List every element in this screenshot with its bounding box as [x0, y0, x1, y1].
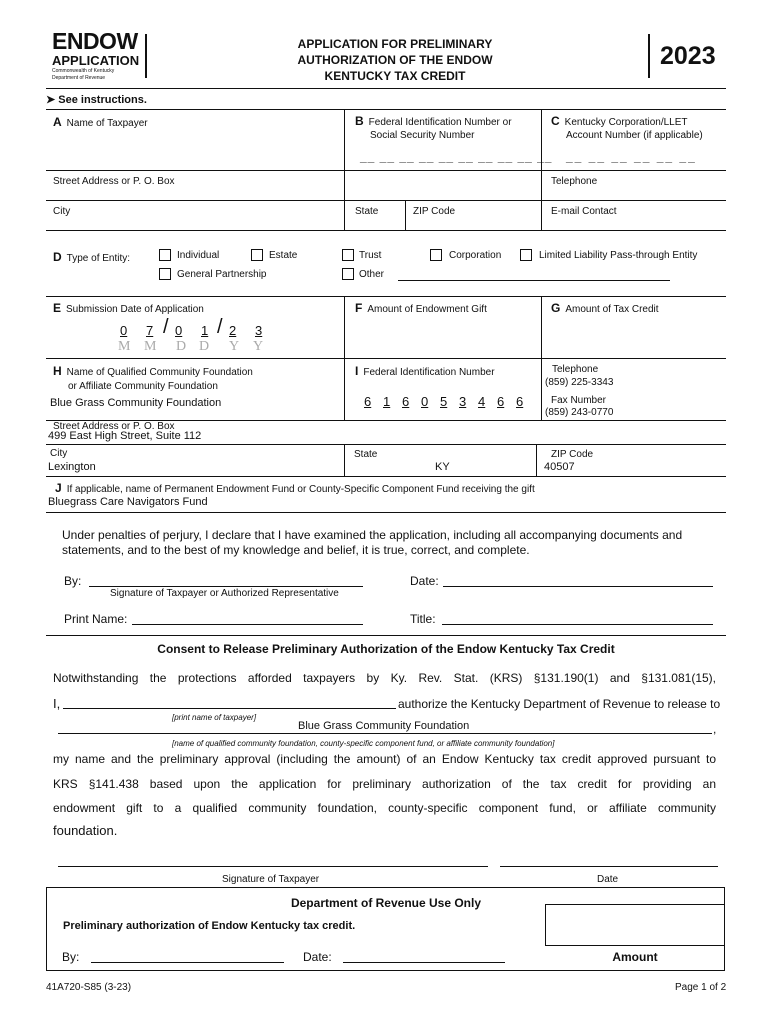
consent-comma: ,	[713, 722, 717, 736]
letter-i: I	[355, 364, 359, 378]
state-field[interactable]: State	[355, 206, 379, 217]
field-a-name-of-taxpayer[interactable]	[53, 115, 148, 129]
ghost-y2: Y	[253, 339, 265, 354]
fein-digit-6: 3	[459, 394, 467, 409]
dor-by-label: By:	[62, 950, 80, 964]
logo-main: ENDOW	[52, 28, 138, 54]
foundation-street-value[interactable]: 499 East High Street, Suite 112	[48, 430, 202, 442]
street-address-field[interactable]: Street Address or P. O. Box	[53, 176, 175, 187]
date-digit-6: 3	[255, 323, 263, 338]
form-title-line3: KENTUCKY TAX CREDIT	[324, 69, 466, 83]
label-c1: Kentucky Corporation/LLET	[564, 117, 688, 128]
col-g-divider	[541, 296, 542, 358]
fund-name-value[interactable]: Bluegrass Care Navigators Fund	[48, 496, 208, 508]
entity-type-label	[53, 250, 130, 264]
field-g-label	[551, 301, 659, 315]
foundation-state-label: State	[354, 449, 378, 460]
consent-print-name-caption: [print name of taxpayer]	[172, 713, 257, 722]
perjury-line2: statements, and to the best of my knowledge and belief, it is true, correct, and complete.	[62, 543, 530, 557]
see-instructions: ➤ See instructions.	[46, 94, 147, 106]
row-rule-perjury	[46, 512, 726, 513]
row-rule-entity	[46, 230, 726, 231]
consent-foundation-value[interactable]: Blue Grass Community Foundation	[298, 720, 470, 732]
dor-prelim-text: Preliminary authorization of Endow Kentucky tax credit.	[63, 920, 356, 932]
fein-digit-4: 0	[421, 394, 429, 409]
form-title	[270, 36, 520, 84]
foundation-zip-label: ZIP Code	[551, 449, 594, 460]
foundation-name-value[interactable]: Blue Grass Community Foundation	[50, 397, 222, 409]
checkbox-estate[interactable]	[251, 249, 263, 261]
label-llp: Limited Liability Pass-through Entity	[539, 250, 698, 261]
foundation-fax-label: Fax Number	[551, 395, 607, 406]
logo-sub: APPLICATION	[52, 53, 140, 68]
foundation-zip-value[interactable]: 40507	[544, 461, 575, 473]
field-h-label	[53, 364, 253, 394]
label-individual: Individual	[177, 250, 220, 261]
consent-line3: my name and the preliminary approval (including the amount) of an Endow Kentucky tax credit approved pursuant to	[53, 752, 716, 766]
consent-authorize-text: authorize the Kentucky Department of Revenue to release to	[398, 697, 721, 711]
title-label: Title:	[410, 612, 436, 626]
label-i: Federal Identification Number	[363, 367, 495, 378]
label-h1: Name of Qualified Community Foundation	[66, 367, 253, 378]
dor-date-line[interactable]	[343, 962, 505, 963]
label-other: Other	[359, 269, 385, 280]
label-f: Amount of Endowment Gift	[367, 304, 487, 315]
email-field[interactable]: E-mail Contact	[551, 206, 617, 217]
letter-e: E	[53, 301, 62, 315]
field-e-label	[53, 301, 204, 315]
label-j: If applicable, name of Permanent Endowment Fund or County-Specific Component Fund receiving the gift	[66, 484, 535, 495]
title-line[interactable]	[442, 624, 713, 625]
consent-signature-line[interactable]	[58, 866, 488, 867]
state2-divider	[344, 444, 345, 476]
letter-b: B	[355, 114, 364, 128]
label-b1: Federal Identification Number or	[368, 117, 512, 128]
perjury-signature-caption: Signature of Taxpayer or Authorized Representative	[110, 588, 339, 599]
print-name-line[interactable]	[132, 624, 363, 625]
consent-line5: endowment gift to a qualified community foundation, county-specific component fund, or affiliate community	[53, 801, 716, 815]
field-f-label	[355, 301, 487, 315]
perjury-by-label: By:	[64, 574, 82, 588]
perjury-date-label: Date:	[410, 574, 439, 588]
fein-digit-9: 6	[516, 394, 524, 409]
label-estate: Estate	[269, 250, 298, 261]
city-field[interactable]: City	[53, 206, 71, 217]
row-rule-h	[46, 358, 726, 359]
field-c-account-label	[551, 115, 703, 142]
form-year: 2023	[660, 42, 716, 70]
checkbox-individual[interactable]	[159, 249, 171, 261]
page-number: Page 1 of 2	[675, 982, 727, 993]
account-input-blanks[interactable]: __ __ __ __ __ __	[566, 150, 697, 164]
consent-line1: Notwithstanding the protections afforded taxpayers by Ky. Rev. Stat. (KRS) §131.190(1) and §131.081(15),	[53, 671, 716, 685]
label-c2: Account Number (if applicable)	[566, 130, 703, 141]
checkbox-llp[interactable]	[520, 249, 532, 261]
foundation-street-label: Street Address or P. O. Box	[53, 421, 175, 432]
foundation-telephone-label: Telephone	[552, 364, 599, 375]
checkbox-general-partnership[interactable]	[159, 268, 171, 280]
telephone-field[interactable]: Telephone	[551, 176, 598, 187]
label-b2: Social Security Number	[370, 130, 475, 141]
dor-amount-label: Amount	[612, 950, 658, 964]
row-rule-street	[46, 170, 726, 171]
foundation-city-value[interactable]: Lexington	[48, 461, 96, 473]
dor-heading: Department of Revenue Use Only	[290, 896, 482, 910]
label-a: Name of Taxpayer	[66, 118, 148, 129]
logo-divider	[145, 34, 147, 78]
other-input-line[interactable]	[398, 280, 670, 281]
date-digit-2: 7	[146, 323, 154, 338]
dor-by-line[interactable]	[91, 962, 284, 963]
ghost-d2: D	[199, 339, 211, 354]
date-digit-5: 2	[229, 323, 237, 338]
fein-digit-1: 6	[364, 394, 372, 409]
fein-input-blanks[interactable]: __ __ __ __ __ __ __ __ __ __	[360, 150, 553, 164]
label-g: Amount of Tax Credit	[565, 304, 659, 315]
col-tel-divider	[541, 358, 542, 420]
perjury-date-line[interactable]	[443, 586, 713, 587]
field-i-label	[355, 364, 495, 378]
ghost-y1: Y	[229, 339, 241, 354]
date-digit-3: 0	[175, 323, 183, 338]
logo-commonwealth: Commonwealth of Kentucky	[52, 68, 115, 74]
letter-j: J	[55, 481, 62, 495]
date-slash-2: /	[217, 316, 223, 338]
consent-heading: Consent to Release Preliminary Authorization of the Endow Kentucky Tax Credit	[157, 642, 615, 656]
consent-signature-caption: Signature of Taxpayer	[222, 874, 320, 885]
consent-date-line[interactable]	[500, 866, 718, 867]
header-rule	[46, 88, 726, 89]
consent-i-prefix: I,	[53, 696, 61, 711]
col-f-divider	[344, 296, 345, 358]
row-rule-consent	[46, 635, 726, 636]
ghost-m1: M	[118, 339, 132, 354]
label-general-partnership: General Partnership	[177, 269, 267, 280]
section1-top-rule	[46, 109, 726, 110]
foundation-city-label: City	[50, 448, 68, 459]
section2-top-rule	[46, 296, 726, 297]
fein-digit-7: 4	[478, 394, 486, 409]
ghost-m2: M	[144, 339, 158, 354]
label-e: Submission Date of Application	[66, 304, 204, 315]
label-trust: Trust	[359, 250, 382, 261]
fein-digit-2: 1	[383, 394, 391, 409]
consent-foundation-caption: [name of qualified community foundation, county-specific component fund, or affiliate community foundation]	[172, 739, 555, 748]
year-divider	[648, 34, 650, 78]
fein-digit-5: 5	[440, 394, 448, 409]
form-title-line1: APPLICATION FOR PRELIMINARY	[297, 37, 493, 51]
consent-foundation-line[interactable]	[58, 733, 712, 734]
checkbox-corporation[interactable]	[430, 249, 442, 261]
consent-line4: KRS §141.438 based upon the application for preliminary authorization of the tax credit for providing an	[53, 777, 716, 791]
form-number: 41A720-S85 (3-23)	[46, 982, 132, 993]
consent-taxpayer-name-line[interactable]	[63, 708, 396, 709]
row-rule-j	[46, 476, 726, 477]
checkbox-other[interactable]	[342, 268, 354, 280]
letter-h: H	[53, 364, 62, 378]
foundation-state-value[interactable]: KY	[435, 461, 450, 473]
date-slash-1: /	[163, 316, 169, 338]
fein-digit-3: 6	[402, 394, 410, 409]
label-corporation: Corporation	[449, 250, 502, 261]
letter-f: F	[355, 301, 363, 315]
perjury-signature-line[interactable]	[89, 586, 363, 587]
perjury-line1: Under penalties of perjury, I declare that I have examined the application, including all accompanying documents and	[62, 528, 683, 542]
date-digit-4: 1	[201, 323, 209, 338]
dor-amount-box[interactable]	[545, 904, 725, 946]
foundation-fax-value[interactable]: (859) 243-0770	[545, 407, 614, 418]
letter-g: G	[551, 301, 561, 315]
fein-digit-8: 6	[497, 394, 505, 409]
consent-line6: foundation.	[53, 823, 118, 838]
letter-a: A	[53, 115, 62, 129]
field-b-fein-label	[355, 115, 512, 142]
row-rule-city	[46, 200, 726, 201]
logo-department: Department of Revenue	[52, 75, 106, 81]
col-i-divider	[344, 358, 345, 420]
zip2-divider	[536, 444, 537, 476]
dor-date-label: Date:	[303, 950, 332, 964]
form-title-line2: AUTHORIZATION OF THE ENDOW	[297, 53, 493, 67]
date-digit-1: 0	[120, 323, 128, 338]
letter-d: D	[53, 250, 62, 264]
zip-divider	[405, 200, 406, 230]
checkbox-trust[interactable]	[342, 249, 354, 261]
consent-date-caption: Date	[597, 874, 619, 885]
print-name-label: Print Name:	[64, 612, 128, 626]
row-rule-city2	[46, 444, 726, 445]
letter-c: C	[551, 114, 560, 128]
zip-field[interactable]: ZIP Code	[413, 206, 456, 217]
label-h2: or Affiliate Community Foundation	[68, 381, 218, 392]
field-j-label	[55, 481, 535, 495]
ghost-d1: D	[176, 339, 188, 354]
entity-label-text: Type of Entity:	[66, 253, 131, 264]
foundation-telephone-value[interactable]: (859) 225-3343	[545, 377, 614, 388]
